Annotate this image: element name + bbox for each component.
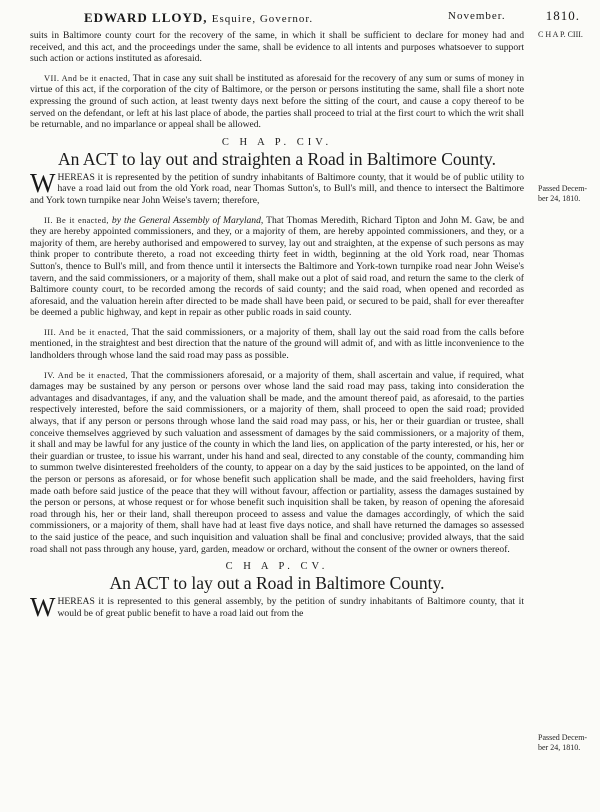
margin-note-passed-civ: Passed Decem- ber 24, 1810. bbox=[538, 184, 588, 203]
chapter-civ-heading: C H A P. CIV. bbox=[221, 136, 333, 148]
paragraph-continued: suits in Baltimore county court for the recovery of the same, in which it shall be sufficient to declare for money had and received, and this act, and the proceedings under the same, shall be evidence to all intents and purposes whatsoever to support such action or actions instituted as aforesaid. bbox=[30, 30, 524, 65]
header-month: November. bbox=[448, 10, 506, 22]
header-governor-name: EDWARD LLOYD, bbox=[84, 10, 212, 25]
chapter-cv-title: An ACT to lay out a Road in Baltimore County. bbox=[109, 573, 445, 594]
section-iii-text: That the said commissioners, or a majority of them, shall lay out the said road from the calls before mentioned, in the straightest and best direction that the nature of the ground will admit of, and with as little inconvenience to the landholders through whose land the said road may pass as possible. bbox=[30, 326, 525, 362]
dropcap-letter: W bbox=[30, 592, 56, 623]
header-title bbox=[84, 10, 313, 26]
section-vii-text: That in case any suit shall be instituted as aforesaid for the recovery of any sum or sums of money in virtue of this act, if the corporation of the city of Baltimore, or the person or persons instituting the same, shall file a short note expressing the ground of such action, at least twenty days next before the sitting of the court, and cause a copy thereof to be served on the defendant, or left at his last place of abode, the parties shall proceed to trial at the first court to which the writ shall be returnable, and no imparlance or appeal shall be allowed. bbox=[30, 72, 524, 131]
section-ii bbox=[30, 215, 524, 319]
running-header bbox=[28, 8, 586, 30]
dropcap-letter: W bbox=[30, 167, 56, 198]
section-iii bbox=[30, 327, 524, 362]
chapter-civ-preamble-text: HEREAS it is represented by the petition of sundry inhabitants of Baltimore county, that it would be of public utility to have a road laid out from the old York road, near Thomas Sutton's, to Bull's mill, and thence to intersect the Baltimore and York town turnpike near John Weise's tavern; therefore, bbox=[30, 171, 524, 206]
section-ii-lead: II. Be it enacted, bbox=[44, 215, 109, 225]
section-iv-lead: IV. And be it enacted, bbox=[44, 370, 128, 380]
margin-note-passed-cv: Passed Decem- ber 24, 1810. bbox=[538, 733, 588, 752]
chapter-civ-title: An ACT to lay out and straighten a Road in Baltimore County. bbox=[58, 148, 496, 169]
section-ii-text: That Thomas Meredith, Richard Tipton and John M. Gaw, be and they are hereby appointed commissioners, and they, or a majority of them, are hereby appointed commissioners, and they, or a majority of them, are hereby authorised and empowered to survey, lay out and straighten, at the expense of such persons as may think proper to contribute thereto, a road not exceeding thirty feet in width, beginning at the old York road, near Thomas Sutton's, thence to Bull's mill, and from thence until it intersects the Baltimore and York-town turnpike road near John Weise's tavern, and the said commissioners, or a majority of them, shall make out a plot of said road, and return the same to the clerk of Baltimore county court, to be recorded among the records of said county; and the said road, when opened and recorded as aforesaid, and the valuation herein after directed to be made shall have been paid, or secured to be paid, shall for ever thereafter be deemed a public highway, and kept in repair as other public roads in said county. bbox=[30, 214, 524, 319]
header-year: 1810. bbox=[545, 8, 580, 23]
section-vii bbox=[30, 73, 524, 131]
section-iv-text: That the commissioners aforesaid, or a majority of them, shall ascertain and value, if required, what damages may be sustained by any person or persons over whose land the said road may pass, taking into consideration the advantages and disadvantages, if any, and the valuation shall be made, and the amount thereof paid, as aforesaid, to the parties respectively interested, before the said commissioners, or a majority of them, shall proceed to open the said road; provided always, that if any person or persons through whose land the said road may pass, or his, her or their guardian or trustee, shall conceive themselves aggrieved by such valuation and assessment of damages by the said commissioners, or a majority of them, it shall and may be lawful for any justice of the county in which the land lies, on application of the party interested, or his, her or their guardian or trustee, to issue his warrant, under his hand and seal, directed to any constable of the county, commanding him to summon twelve disinterested freeholders of the county, to appear on a day by the said justices to be appointed, on the land of the person or persons as aforesaid, or for whose benefit such application shall be made, and the said freeholders, having first made oath before said justice of the peace that they will without favour, affection or partiality, assess the damages sustained by the person or persons, at whose request or for whose benefit such inquisition shall be taken, by reason of opening the aforesaid road through his, her or their land, shall thereupon proceed to assess and value the damages accordingly, of which the said commissioners, or a majority of them, shall have had at least five days notice, and shall have returned the damages so assessed to the said justice of the peace, and such inquisition and valuation shall be final and conclusive; provided always, that the said road shall not pass through any house, yard, garden, meadow or orchard, without the consent of the owner or owners thereof. bbox=[30, 369, 524, 555]
chapter-cv-heading: C H A P. CV. bbox=[225, 561, 329, 573]
chapter-cv-preamble-text: HEREAS it is represented to this general assembly, by the petition of sundry inhabitants of Baltimore county, that it would be of great public benefit to have a road laid out from the bbox=[57, 596, 524, 619]
section-iii-lead: III. And be it enacted, bbox=[44, 327, 129, 337]
section-iv bbox=[30, 370, 524, 556]
chapter-civ-preamble bbox=[30, 167, 524, 207]
margin-note-chap-ciii: C H A P. CIII. bbox=[538, 30, 583, 39]
header-governor-title: Esquire, Governor. bbox=[211, 13, 314, 25]
section-vii-lead: VII. And be it enacted, bbox=[44, 73, 131, 83]
chapter-cv-preamble bbox=[30, 592, 524, 623]
section-ii-enacting-clause: by the General Assembly of Maryland, bbox=[108, 214, 264, 226]
